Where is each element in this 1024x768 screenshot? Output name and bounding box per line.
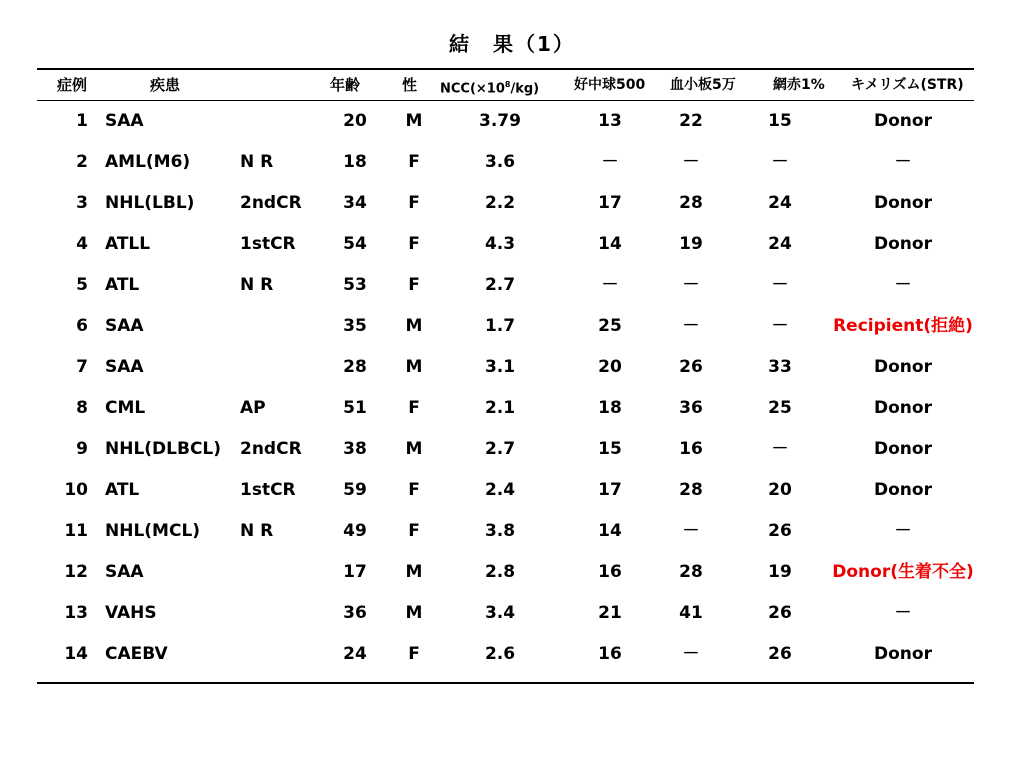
table-row [0, 151, 1024, 192]
cell-platelet: － [682, 521, 700, 541]
cell-ncc: 3.8 [484, 521, 516, 541]
cell-case-no: 13 [64, 603, 88, 623]
cell-chimerism: Donor [874, 193, 932, 213]
cell-case-no: 6 [76, 316, 88, 336]
table-row [0, 561, 1024, 602]
cell-platelet: 41 [679, 603, 703, 623]
table-row [0, 643, 1024, 684]
cell-ncc: 3.6 [484, 152, 516, 172]
cell-status: N R [240, 521, 274, 541]
cell-reticulocyte: 24 [768, 193, 792, 213]
cell-case-no: 14 [64, 644, 88, 664]
cell-status: 1stCR [240, 480, 296, 500]
cell-neutrophil: 15 [598, 439, 622, 459]
cell-age: 24 [343, 644, 367, 664]
cell-platelet: 19 [679, 234, 703, 254]
table-row [0, 479, 1024, 520]
cell-case-no: 2 [76, 152, 88, 172]
cell-chimerism: Donor [874, 480, 932, 500]
cell-neutrophil: 17 [598, 193, 622, 213]
cell-neutrophil: 14 [598, 521, 622, 541]
cell-diagnosis: SAA [105, 562, 144, 582]
table-bottom-rule [37, 682, 974, 684]
cell-status: N R [240, 275, 274, 295]
cell-chimerism: Donor(生着不全) [832, 562, 974, 582]
cell-ncc: 2.1 [484, 398, 516, 418]
header-case-no: 症例 [57, 76, 88, 94]
table-header-rule [37, 100, 974, 101]
cell-diagnosis: NHL(LBL) [105, 193, 195, 213]
cell-platelet: 28 [679, 193, 703, 213]
cell-sex: M [405, 111, 423, 131]
table-header [0, 70, 1024, 100]
cell-chimerism: Donor [874, 234, 932, 254]
cell-platelet: － [682, 152, 700, 172]
table-body [0, 110, 1024, 684]
cell-diagnosis: ATLL [105, 234, 151, 254]
table-row [0, 356, 1024, 397]
cell-neutrophil: 13 [598, 111, 622, 131]
cell-case-no: 1 [76, 111, 88, 131]
table-row [0, 397, 1024, 438]
cell-sex: M [405, 439, 423, 459]
cell-case-no: 10 [64, 480, 88, 500]
cell-status: AP [240, 398, 266, 418]
cell-reticulocyte: 20 [768, 480, 792, 500]
table-row [0, 192, 1024, 233]
cell-neutrophil: － [601, 275, 619, 295]
cell-sex: F [408, 152, 420, 172]
header-ncc-prefix: NCC(×10 [440, 81, 505, 97]
cell-neutrophil: 20 [598, 357, 622, 377]
header-neutrophil: 好中球500 [574, 77, 646, 93]
cell-neutrophil: － [601, 152, 619, 172]
table-row [0, 110, 1024, 151]
header-reticulocyte: 網赤1% [773, 77, 825, 93]
cell-diagnosis: SAA [105, 357, 144, 377]
cell-case-no: 9 [76, 439, 88, 459]
table-row [0, 233, 1024, 274]
header-platelet: 血小板5万 [670, 77, 736, 93]
cell-reticulocyte: 24 [768, 234, 792, 254]
cell-sex: F [408, 398, 420, 418]
cell-chimerism: Donor [874, 357, 932, 377]
cell-reticulocyte: 26 [768, 603, 792, 623]
cell-age: 28 [343, 357, 367, 377]
cell-platelet: － [682, 316, 700, 336]
cell-diagnosis: SAA [105, 316, 144, 336]
cell-ncc: 3.1 [484, 357, 516, 377]
cell-status: 2ndCR [240, 193, 302, 213]
cell-case-no: 5 [76, 275, 88, 295]
cell-status: 1stCR [240, 234, 296, 254]
cell-diagnosis: AML(M6) [105, 152, 191, 172]
header-sex: 性 [402, 76, 418, 94]
cell-sex: F [408, 644, 420, 664]
cell-ncc: 2.4 [484, 480, 516, 500]
cell-neutrophil: 21 [598, 603, 622, 623]
header-ncc-suffix: /kg) [510, 81, 540, 97]
cell-neutrophil: 25 [598, 316, 622, 336]
cell-sex: M [405, 357, 423, 377]
header-ncc-exponent: 8 [504, 80, 511, 89]
cell-chimerism: Donor [874, 398, 932, 418]
cell-status: 2ndCR [240, 439, 302, 459]
cell-neutrophil: 14 [598, 234, 622, 254]
header-chimerism: キメリズム(STR) [851, 77, 964, 93]
cell-ncc: 2.2 [484, 193, 516, 213]
cell-diagnosis: NHL(MCL) [105, 521, 201, 541]
cell-case-no: 11 [64, 521, 88, 541]
cell-reticulocyte: － [771, 152, 789, 172]
cell-sex: M [405, 562, 423, 582]
cell-case-no: 8 [76, 398, 88, 418]
cell-age: 35 [343, 316, 367, 336]
cell-age: 49 [343, 521, 367, 541]
cell-chimerism: Recipient(拒絶) [833, 316, 973, 336]
table-row [0, 315, 1024, 356]
cell-sex: F [408, 521, 420, 541]
cell-case-no: 4 [76, 234, 88, 254]
cell-age: 34 [343, 193, 367, 213]
cell-chimerism: － [894, 521, 912, 541]
cell-sex: F [408, 480, 420, 500]
cell-diagnosis: CML [105, 398, 146, 418]
cell-chimerism: － [894, 603, 912, 623]
cell-platelet: 28 [679, 480, 703, 500]
cell-age: 53 [343, 275, 367, 295]
cell-age: 17 [343, 562, 367, 582]
cell-case-no: 12 [64, 562, 88, 582]
cell-platelet: － [682, 275, 700, 295]
header-age: 年齢 [330, 76, 361, 94]
cell-reticulocyte: 26 [768, 521, 792, 541]
cell-sex: M [405, 316, 423, 336]
cell-reticulocyte: － [771, 316, 789, 336]
cell-platelet: 22 [679, 111, 703, 131]
cell-case-no: 7 [76, 357, 88, 377]
cell-neutrophil: 16 [598, 562, 622, 582]
cell-ncc: 2.6 [484, 644, 516, 664]
table-row [0, 520, 1024, 561]
cell-reticulocyte: 19 [768, 562, 792, 582]
cell-age: 51 [343, 398, 367, 418]
cell-platelet: 28 [679, 562, 703, 582]
cell-sex: M [405, 603, 423, 623]
cell-reticulocyte: 25 [768, 398, 792, 418]
cell-neutrophil: 17 [598, 480, 622, 500]
cell-age: 36 [343, 603, 367, 623]
cell-platelet: 26 [679, 357, 703, 377]
cell-reticulocyte: － [771, 439, 789, 459]
table-row [0, 602, 1024, 643]
cell-ncc: 2.7 [484, 439, 516, 459]
cell-diagnosis: NHL(DLBCL) [105, 439, 222, 459]
cell-sex: F [408, 275, 420, 295]
cell-reticulocyte: － [771, 275, 789, 295]
cell-case-no: 3 [76, 193, 88, 213]
cell-age: 59 [343, 480, 367, 500]
cell-diagnosis: ATL [105, 275, 140, 295]
cell-reticulocyte: 26 [768, 644, 792, 664]
cell-neutrophil: 18 [598, 398, 622, 418]
cell-ncc: 2.7 [484, 275, 516, 295]
cell-diagnosis: ATL [105, 480, 140, 500]
cell-platelet: 36 [679, 398, 703, 418]
cell-chimerism: Donor [874, 644, 932, 664]
cell-neutrophil: 16 [598, 644, 622, 664]
cell-ncc: 1.7 [484, 316, 516, 336]
cell-age: 20 [343, 111, 367, 131]
cell-sex: F [408, 234, 420, 254]
cell-chimerism: Donor [874, 439, 932, 459]
table-row [0, 438, 1024, 479]
cell-diagnosis: VAHS [105, 603, 157, 623]
cell-diagnosis: CAEBV [105, 644, 168, 664]
cell-diagnosis: SAA [105, 111, 144, 131]
cell-age: 38 [343, 439, 367, 459]
table-row [0, 274, 1024, 315]
header-diagnosis: 疾患 [150, 76, 181, 94]
cell-platelet: 16 [679, 439, 703, 459]
cell-chimerism: － [894, 275, 912, 295]
cell-chimerism: － [894, 152, 912, 172]
cell-ncc: 4.3 [484, 234, 516, 254]
cell-ncc: 3.79 [479, 111, 521, 131]
cell-age: 18 [343, 152, 367, 172]
cell-ncc: 3.4 [484, 603, 516, 623]
cell-reticulocyte: 15 [768, 111, 792, 131]
page-title: 結 果（1） [449, 32, 575, 56]
cell-status: N R [240, 152, 274, 172]
cell-reticulocyte: 33 [768, 357, 792, 377]
cell-chimerism: Donor [874, 111, 932, 131]
cell-sex: F [408, 193, 420, 213]
cell-age: 54 [343, 234, 367, 254]
cell-ncc: 2.8 [484, 562, 516, 582]
cell-platelet: － [682, 644, 700, 664]
